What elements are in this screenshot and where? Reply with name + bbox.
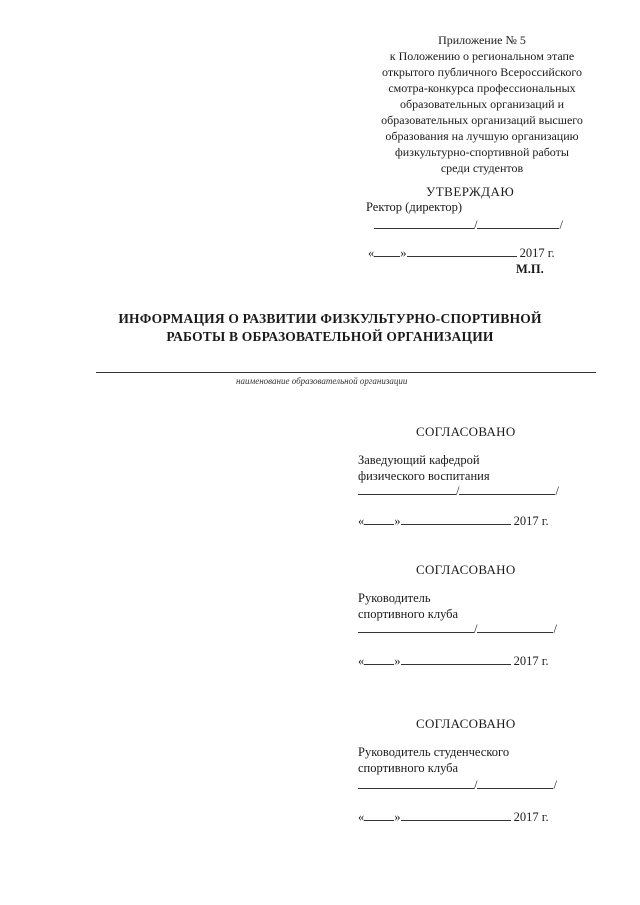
appendix-line: смотра-конкурса профессиональных [388, 81, 576, 95]
appendix-header [360, 32, 604, 176]
appendix-line: физкультурно-спортивной работы [395, 145, 569, 159]
agreement-date-line[interactable]: « » 2017 г. [358, 810, 549, 824]
appendix-line: среди студентов [440, 161, 524, 175]
appendix-line: Приложение № 5 [438, 33, 526, 47]
agreement-role: Руководитель студенческого спортивного клуба [358, 745, 510, 775]
agreement-signature-line[interactable]: / / [358, 776, 557, 793]
appendix-line: образования на лучшую организацию [385, 129, 579, 143]
organization-name-caption: наименование образовательной организации [236, 376, 408, 386]
document-title: ИНФОРМАЦИЯ О РАЗВИТИИ ФИЗКУЛЬТУРНО-СПОРТИВНОЙ РАБОТЫ В ОБРАЗОВАТЕЛЬНОЙ ОРГАНИЗАЦИИ [118, 311, 542, 344]
agreement-title: СОГЛАСОВАНО [416, 716, 516, 731]
agreement-role: Заведующий кафедрой физического воспитания [358, 453, 490, 483]
agreement-title: СОГЛАСОВАНО [416, 424, 516, 439]
agreement-title: СОГЛАСОВАНО [416, 562, 516, 577]
appendix-line: к Положению о региональном этапе [389, 49, 575, 63]
agreement-year: 2017 г. [513, 514, 549, 528]
approval-date-line[interactable]: « » 2017 г. [368, 246, 555, 260]
agreement-signature-line[interactable]: / / [358, 482, 559, 499]
approval-year: 2017 г. [519, 246, 555, 260]
agreement-year: 2017 г. [513, 810, 549, 824]
appendix-line: открытого публичного Всероссийского [381, 65, 582, 79]
appendix-line: образовательных организаций и [400, 97, 564, 111]
agreement-signature-line[interactable]: / / [358, 620, 557, 637]
stamp-placeholder: М.П. [516, 262, 544, 276]
approval-signature-line[interactable]: / / [374, 216, 563, 233]
agreement-date-line[interactable]: « » 2017 г. [358, 514, 549, 528]
agreement-year: 2017 г. [513, 654, 549, 668]
appendix-line: образовательных организаций высшего [381, 113, 583, 127]
approval-role: Ректор (директор) [366, 200, 463, 214]
agreement-role: Руководитель спортивного клуба [358, 591, 459, 621]
organization-name-line[interactable] [96, 372, 596, 373]
agreement-date-line[interactable]: « » 2017 г. [358, 654, 549, 668]
approval-title: УТВЕРЖДАЮ [426, 184, 515, 199]
